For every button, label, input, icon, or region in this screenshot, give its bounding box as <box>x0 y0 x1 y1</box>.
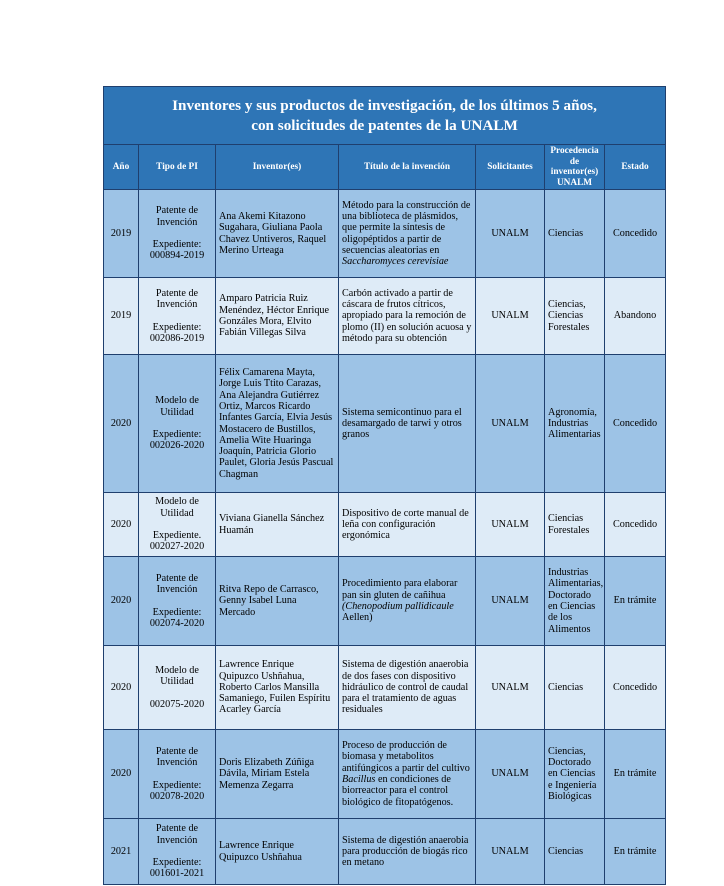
cell-invention-title <box>339 278 476 355</box>
pi-type: Patente de Invención <box>155 287 199 311</box>
table-row <box>104 190 666 278</box>
cell-type <box>139 557 216 646</box>
expediente-number: Expediente. 002027-2020 <box>149 530 205 553</box>
pi-type: Patente de Invención <box>155 572 199 596</box>
cell-invention-title <box>339 493 476 557</box>
title-italic: Bacillus <box>342 774 376 785</box>
cell-year: 2020 <box>104 493 139 557</box>
cell-applicant: UNALM <box>476 557 545 646</box>
cell-origin: Ciencias, Doctorado en Ciencias e Ingeniería Biológicas <box>545 730 605 819</box>
title-text: Carbón activado a partir de cáscara de frutos cítricos, apropiado para la remoción de plomo (II) en solución acuosa y método para su obtención <box>342 287 472 344</box>
pi-type: Patente de Invención <box>155 745 199 769</box>
table-row <box>104 493 666 557</box>
cell-origin: Ciencias <box>545 819 605 885</box>
cell-inventors: Ana Akemi Kitazono Sugahara, Giuliana Paola Chavez Untiveros, Raquel Merino Urteaga <box>216 190 339 278</box>
cell-inventors: Doris Elizabeth Zúñiga Dávila, Miriam Estela Memenza Zegarra <box>216 730 339 819</box>
table-row <box>104 730 666 819</box>
table-row <box>104 278 666 355</box>
table-row <box>104 557 666 646</box>
title-text: Sistema de digestión anaerobia para producción de biogás rico en metano <box>342 834 469 869</box>
cell-year: 2020 <box>104 730 139 819</box>
expediente-number: Expediente: 001601-2021 <box>149 857 205 880</box>
cell-type <box>139 278 216 355</box>
table-title <box>104 87 666 145</box>
cell-type <box>139 646 216 730</box>
cell-inventors: Lawrence Enrique Quipuzco Ushñahua <box>216 819 339 885</box>
header-origin: Procedencia de inventor(es) UNALM <box>545 145 605 190</box>
cell-year: 2020 <box>104 557 139 646</box>
expediente-number: 002075-2020 <box>149 698 205 710</box>
table-title-line-1: Inventores y sus productos de investigación, de los últimos 5 años, <box>172 96 597 114</box>
cell-inventors: Lawrence Enrique Quipuzco Ushñahua, Roberto Carlos Mansilla Samaniego, Fuilen Espíritu Acarley García <box>216 646 339 730</box>
cell-type <box>139 730 216 819</box>
table-title-line-2: con solicitudes de patentes de la UNALM <box>251 116 518 134</box>
cell-type <box>139 190 216 278</box>
cell-year: 2019 <box>104 190 139 278</box>
header-inventors: Inventor(es) <box>216 145 339 190</box>
cell-status: En trámite <box>605 730 666 819</box>
cell-origin: Ciencias <box>545 190 605 278</box>
header-applicants: Solicitantes <box>476 145 545 190</box>
cell-status: En trámite <box>605 819 666 885</box>
cell-year: 2021 <box>104 819 139 885</box>
cell-applicant: UNALM <box>476 278 545 355</box>
cell-status: Abandono <box>605 278 666 355</box>
cell-origin: Industrias Alimentarias, Doctorado en Ciencias de los Alimentos <box>545 557 605 646</box>
header-year: Año <box>104 145 139 190</box>
title-text: Procedimiento para elaborar pan sin gluten de cañihua <box>342 578 458 601</box>
table-row <box>104 819 666 885</box>
expediente-number: Expediente: 002078-2020 <box>149 779 205 802</box>
table-row <box>104 355 666 493</box>
cell-origin: Agronomía, Industrias Alimentarias <box>545 355 605 493</box>
cell-invention-title <box>339 819 476 885</box>
cell-year: 2019 <box>104 278 139 355</box>
title-text-end: Aellen) <box>342 612 373 624</box>
header-status: Estado <box>605 145 666 190</box>
title-text: Sistema de digestión anaerobia de dos fases con dispositivo hidráulico de control de caudal para el tratamiento de aguas residuales <box>342 659 469 716</box>
title-text: Proceso de producción de biomasa y metabolitos antifúngicos a partir del cultivo <box>342 740 470 774</box>
cell-invention-title <box>339 190 476 278</box>
expediente-number: Expediente: 002086-2019 <box>149 321 205 344</box>
pi-type: Modelo de Utilidad <box>155 665 199 688</box>
cell-invention-title <box>339 355 476 493</box>
cell-status: Concedido <box>605 190 666 278</box>
header-type: Tipo de PI <box>139 145 216 190</box>
cell-inventors: Amparo Patricia Ruiz Menéndez, Héctor Enrique Gonzáles Mora, Elvito Fabián Villegas Silva <box>216 278 339 355</box>
cell-type <box>139 819 216 885</box>
expediente-number: Expediente: 002074-2020 <box>149 606 205 629</box>
table-row <box>104 646 666 730</box>
cell-invention-title <box>339 557 476 646</box>
cell-inventors: Viviana Gianella Sánchez Huamán <box>216 493 339 557</box>
pi-type: Modelo de Utilidad <box>155 395 199 418</box>
expediente-number: Expediente: 000894-2019 <box>149 239 205 262</box>
cell-status: En trámite <box>605 557 666 646</box>
cell-status: Concedido <box>605 646 666 730</box>
cell-inventors: Félix Camarena Mayta, Jorge Luis Ttito Carazas, Ana Alejandra Gutiérrez Ortiz, Marcos Ricardo Infantes García, Elvia Jesús Mostacero de Bustillos, Amelia Wite Huaringa Joaquín, Patricia Glorio Paulet, Gloria Jesús Pascual Chagman <box>216 355 339 493</box>
cell-status: Concedido <box>605 355 666 493</box>
header-invention-title: Título de la invención <box>339 145 476 190</box>
title-text: Dispositivo de corte manual de leña con configuración ergonómica <box>342 507 469 542</box>
cell-origin: Ciencias <box>545 646 605 730</box>
pi-type: Patente de Invención <box>155 823 199 846</box>
cell-origin: Ciencias Forestales <box>545 493 605 557</box>
title-text: Sistema semicontinuo para el desamargado de tarwi y otros granos <box>342 406 462 441</box>
pi-type: Patente de Invención <box>155 205 199 228</box>
pi-type: Modelo de Utilidad <box>155 496 199 519</box>
cell-applicant: UNALM <box>476 646 545 730</box>
cell-inventors: Ritva Repo de Carrasco, Genny Isabel Luna Mercado <box>216 557 339 646</box>
cell-applicant: UNALM <box>476 190 545 278</box>
title-italic: (Chenopodium pallidicaule <box>342 601 454 612</box>
patents-table <box>103 86 666 885</box>
expediente-number: Expediente: 002026-2020 <box>149 429 205 452</box>
cell-year: 2020 <box>104 646 139 730</box>
cell-applicant: UNALM <box>476 355 545 493</box>
cell-invention-title <box>339 730 476 819</box>
cell-type <box>139 355 216 493</box>
header-row <box>104 145 666 190</box>
patents-document <box>103 86 665 885</box>
cell-status: Concedido <box>605 493 666 557</box>
cell-origin: Ciencias, Ciencias Forestales <box>545 278 605 355</box>
cell-type <box>139 493 216 557</box>
cell-applicant: UNALM <box>476 493 545 557</box>
title-text-end: en condiciones de biorreactor para el control biológico de fitopatógenos. <box>342 774 454 808</box>
title-text: Método para la construcción de una biblioteca de plásmidos, que permite la síntesis de oligopéptidos a partir de secuencias aleatorias en <box>342 199 471 256</box>
cell-applicant: UNALM <box>476 730 545 819</box>
cell-invention-title <box>339 646 476 730</box>
cell-applicant: UNALM <box>476 819 545 885</box>
title-italic: Saccharomyces cerevisiae <box>342 256 449 268</box>
cell-year: 2020 <box>104 355 139 493</box>
